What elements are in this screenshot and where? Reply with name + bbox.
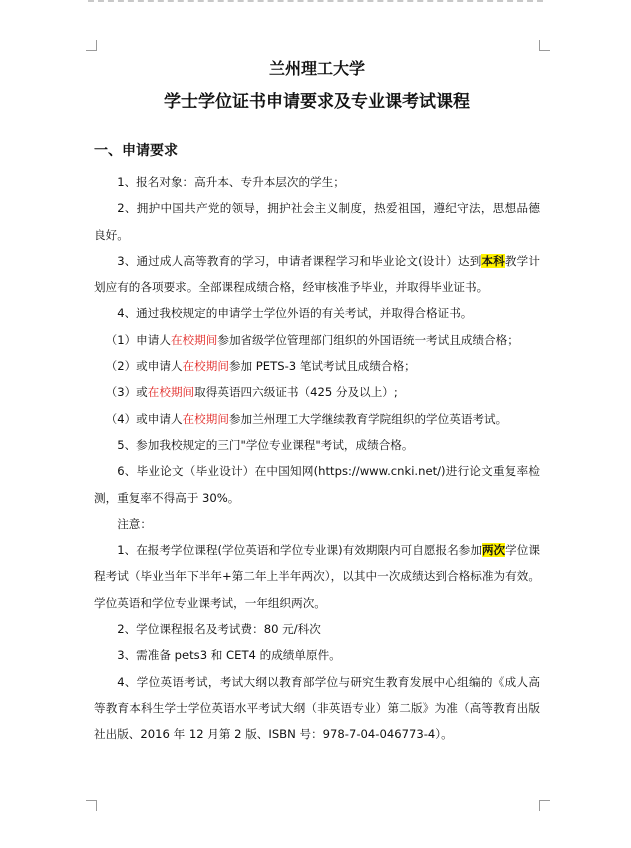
margin-corner-top-right: [539, 40, 550, 51]
sub-item-3-text-b: 取得英语四六级证书（425 分及以上）;: [194, 385, 398, 400]
requirement-3: [94, 248, 540, 301]
document-page: [94, 58, 540, 748]
note-1-text-a: 1、在报考学位课程(学位英语和学位专业课)有效期限内可自愿报名参加: [117, 543, 482, 558]
requirement-2: 2、拥护中国共产党的领导，拥护社会主义制度，热爱祖国，遵纪守法，思想品德良好。: [94, 201, 540, 242]
requirement-3-text-b: 教学计划应有的各项要求。全部课程成绩合格，经审核准予毕业，并取得毕业证书。: [94, 253, 540, 295]
highlight-liangci: 两次: [481, 543, 506, 558]
note-1-text-b: 学位课程考试（毕业当年下半年+第二年上半年两次），以其中一次成绩达到合格标准为有效。学位英语和学位专业课考试，一年组织两次。: [94, 543, 540, 610]
document-subtitle: 学士学位证书申请要求及专业课考试课程: [164, 92, 470, 112]
sub-item-4: [94, 406, 540, 432]
note-4: 4、学位英语考试，考试大纲以教育部学位与研究生教育发展中心组编的《成人高等教育本科生学士学位英语水平考试大纲（非英语专业）第二版》为准（高等教育出版社出版、2016 年 12 月第 2 版、ISBN 号：978-7-04-046773-4）。: [94, 674, 540, 742]
sub-item-1: [94, 327, 540, 353]
note-2: 2、学位课程报名及考试费：80 元/科次: [117, 622, 321, 637]
margin-corner-bottom-right: [539, 800, 550, 811]
note-label: 注意：: [117, 516, 152, 531]
document-title: 兰州理工大学: [268, 59, 365, 78]
requirement-3-text-a: 3、通过成人高等教育的学习，申请者课程学习和毕业论文(设计）达到: [117, 253, 482, 268]
red-text-zaixiaoqijian: 在校期间: [147, 385, 195, 400]
red-text-zaixiaoqijian: 在校期间: [182, 411, 229, 426]
margin-corner-bottom-left: [86, 800, 97, 811]
red-text-zaixiaoqijian: 在校期间: [170, 332, 218, 347]
requirement-5: 5、参加我校规定的三门"学位专业课程"考试，成绩合格。: [117, 437, 414, 452]
requirement-1: 1、报名对象：高升本、专升本层次的学生；: [117, 175, 345, 189]
highlight-benke: 本科: [481, 253, 505, 268]
sub-item-2-text-a: （2）或申请人: [105, 359, 183, 374]
sub-item-4-text-a: （4）或申请人: [105, 411, 183, 426]
page-top-edge: [88, 0, 543, 6]
sub-item-1-text-b: 参加省级学位管理部门组织的外国语统一考试且成绩合格；: [217, 332, 519, 347]
section-heading: 一、申请要求: [94, 143, 178, 159]
note-1: [94, 537, 540, 616]
margin-corner-top-left: [86, 40, 97, 51]
requirement-6: 6、毕业论文（毕业设计）在中国知网(https://www.cnki.net/)进行论文重复率检测，重复率不得高于 30%。: [94, 464, 540, 505]
sub-item-4-text-b: 参加兰州理工大学继续教育学院组织的学位英语考试。: [228, 411, 508, 426]
sub-item-3: [94, 379, 540, 405]
red-text-zaixiaoqijian: 在校期间: [182, 359, 229, 374]
requirement-4: 4、通过我校规定的申请学士学位外语的有关考试，并取得合格证书。: [117, 306, 473, 321]
sub-item-3-text-a: （3）或: [105, 385, 148, 400]
note-3: 3、需准备 pets3 和 CET4 的成绩单原件。: [117, 648, 341, 663]
sub-item-1-text-a: （1）申请人: [105, 332, 171, 347]
sub-item-2: [94, 353, 540, 379]
sub-item-2-text-b: 参加 PETS-3 笔试考试且成绩合格；: [228, 359, 416, 374]
